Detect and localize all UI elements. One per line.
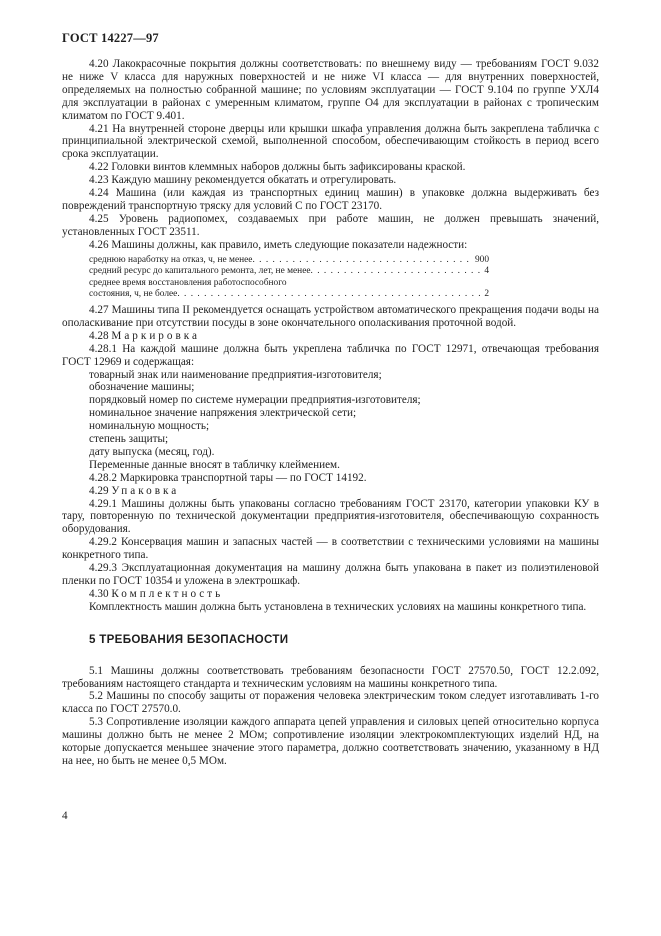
paragraph-4-29-1: 4.29.1 Машины должны быть упакованы согласно требованиям ГОСТ 23170, категории упаковки КУ в тару, повторенную по технической документации предприятия-изготовителя, обеспечивающую сохранность оборудования. [62,497,599,536]
paragraph-4-24: 4.24 Машина (или каждая из транспортных единиц машин) в упаковке должна выдерживать без повреждений транспортную тряску для условий С по ГОСТ 23170. [62,187,599,212]
reliability-label: состояния, ч, не более [89,289,178,300]
reliability-value: 2 [484,289,489,300]
heading-title: Комплектность [111,587,224,600]
heading-number: 4.30 [89,587,109,600]
marking-list [62,369,599,459]
reliability-label: средний ресурс до капитального ремонта, лет, не менее [89,266,311,277]
heading-number: 4.28 [89,329,109,342]
reliability-value: 900 [474,254,489,265]
reliability-row [89,289,489,301]
heading-title: Упаковка [111,484,180,497]
heading-4-29 [62,485,599,498]
reliability-value: 4 [484,266,489,277]
paragraph-5-2: 5.2 Машины по способу защиты от поражения человека электрическим током следует изготавливать 1-го класса по ГОСТ 27570.0. [62,690,599,716]
reliability-row [89,278,599,290]
paragraph-4-28-2: 4.28.2 Маркировка транспортной тары — по ГОСТ 14192. [89,471,367,484]
reliability-label: среднее время восстановления работоспособного [89,277,287,288]
paragraph-4-29-3: 4.29.3 Эксплуатационная документация на машину должна быть упакована в пакет из полиэтиленовой пленки по ГОСТ 10354 и уложена в электрошкаф. [62,562,599,587]
paragraph-4-25: 4.25 Уровень радиопомех, создаваемых при работе машин, не должен превышать значений, установленных ГОСТ 23511. [62,212,599,238]
reliability-label: среднюю наработку на отказ, ч, не менее [89,254,253,265]
marking-item: обозначение машины; [89,381,195,394]
paragraph-5-1: 5.1 Машины должны соответствовать требованиям безопасности ГОСТ 27570.50, ГОСТ 12.2.092, требованиям настоящего стандарта и техническим условиям на машины конкретного типа. [62,664,599,690]
page-number: 4 [62,810,68,822]
marking-item: товарный знак или наименование предприятия-изготовителя; [89,368,382,381]
heading-4-30 [62,588,599,601]
paragraph-4-29-2: 4.29.2 Консервация машин и запасных частей — в соответствии с техническими условиями на машины конкретного типа. [62,536,599,562]
paragraph-4-27: 4.27 Машины типа II рекомендуется оснащать устройством автоматического прекращения подачи воды на ополаскивание при отсутствии посуды в зоне окончательного ополаскивания проточной водой. [62,303,599,329]
paragraph-4-30: Комплектность машин должна быть установлена в технических условиях на машины конкретного типа. [89,600,587,613]
paragraph-5-3: 5.3 Сопротивление изоляции каждого аппарата цепей управления и силовых цепей относительно корпуса машины должно быть не менее 2 МОм; сопротивление изоляции электрокомплектующих изделий НД, на которые допускается меньшее значение этого параметра, должно соответствовать значению, указанному в НД на нее, но быть не менее 0,5 МОм. [62,716,599,767]
section-5-title: 5 ТРЕБОВАНИЯ БЕЗОПАСНОСТИ [89,632,289,646]
reliability-row [89,255,489,267]
page-body [62,58,599,768]
document-header: ГОСТ 14227—97 [62,31,159,45]
reliability-row [89,266,489,278]
paragraph-4-26: 4.26 Машины должны, как правило, иметь следующие показатели надежности: [89,238,468,251]
marking-item: порядковый номер по системе нумерации предприятия-изготовителя; [89,394,421,407]
paragraph-4-22: 4.22 Головки винтов клеммных наборов должны быть зафиксированы краской. [89,161,466,174]
marking-item: степень защиты; [89,433,169,446]
paragraph-4-23: 4.23 Каждую машину рекомендуется обкатать и отрегулировать. [89,174,397,187]
heading-4-28 [62,330,599,343]
marking-item: номинальную мощность; [89,420,210,433]
paragraph-4-28-variable: Переменные данные вносят в табличку клеймением. [89,458,340,471]
heading-title: Маркировка [111,329,201,342]
heading-number: 4.29 [89,484,109,497]
marking-item: номинальное значение напряжения электрической сети; [89,407,357,420]
paragraph-4-20: 4.20 Лакокрасочные покрытия должны соответствовать: по внешнему виду — требованиям ГОСТ 9.032 не ниже V класса для наружных поверхностей и не ниже VI класса — для внутренних поверхностей, определяемых на полностью собранной машине; по условиям эксплуатации — ГОСТ 9.104 по группе УХЛ4 для эксплуатации в районах с умеренным климатом, группе О4 для эксплуатации в районах с тропическим климатом по ГОСТ 9.401. [62,58,599,122]
marking-item: дату выпуска (месяц, год). [89,445,215,458]
paragraph-4-28-1: 4.28.1 На каждой машине должна быть укреплена табличка по ГОСТ 12971, отвечающая требования ГОСТ 12969 и содержащая: [62,342,599,368]
reliability-list [62,255,599,301]
paragraph-4-21: 4.21 На внутренней стороне дверцы или крышки шкафа управления должна быть закреплена табличка с принципиальной электрической схемой, выполненной способом, обеспечивающим стойкость в период всего срока эксплуатации. [62,122,599,161]
